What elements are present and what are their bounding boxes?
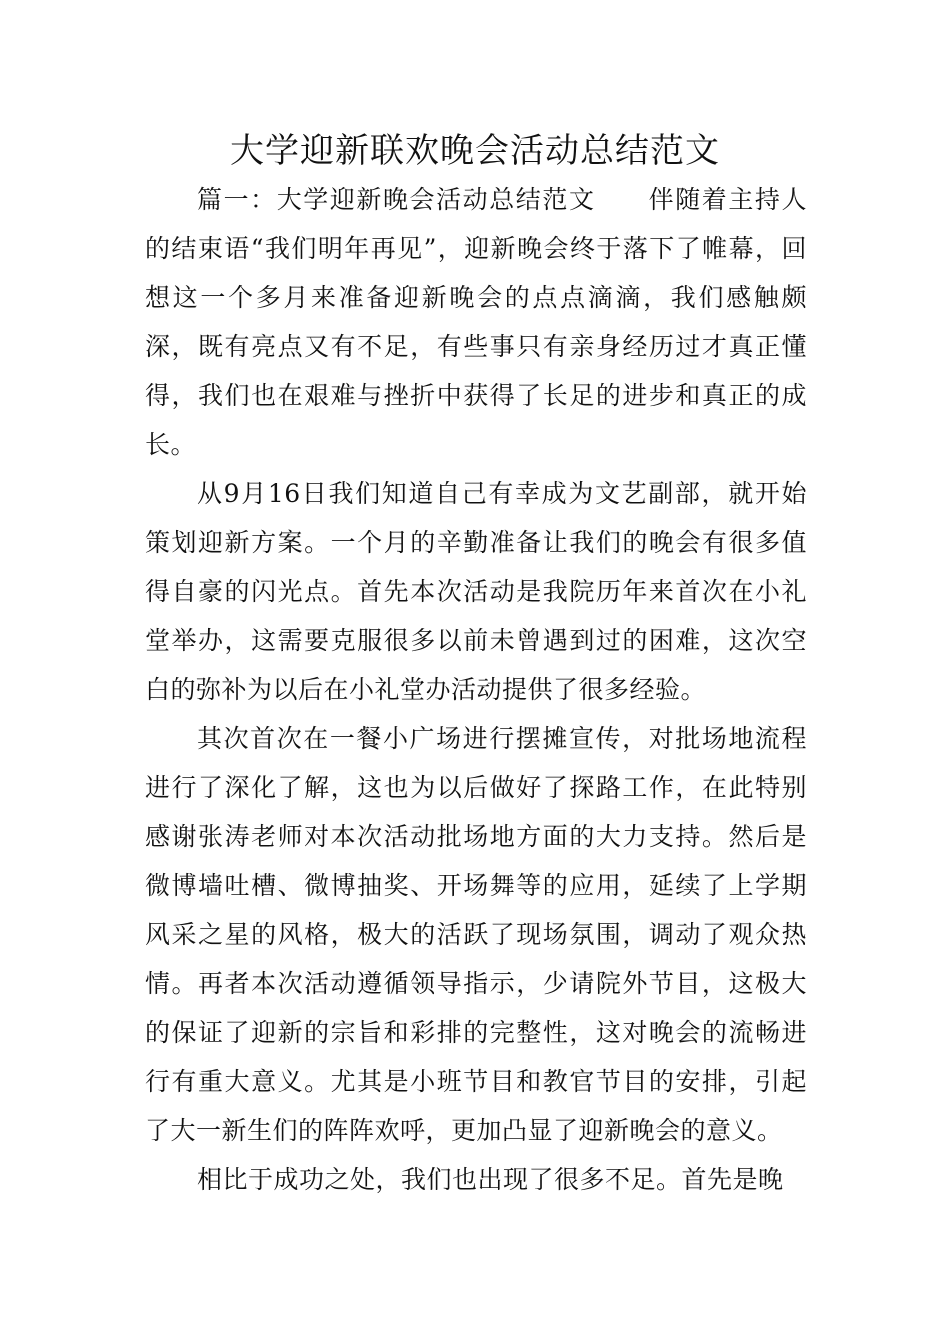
paragraph-4: 相比于成功之处，我们也出现了很多不足。首先是晚 xyxy=(197,1165,784,1194)
paragraph-2: 从9月16日我们知道自己有幸成为文艺副部，就开始策划迎新方案。一个月的辛勤准备让我们的晚会有很多值得自豪的闪光点。首先本次活动是我院历年来首次在小礼堂举办，这需要克服很多以前未曾遇到过的困难，这次空白的弥补为以后在小礼堂办活动提供了很多经验。 xyxy=(145,479,807,704)
document-body xyxy=(145,175,807,1204)
paragraph-1: 篇一：大学迎新晚会活动总结范文 伴随着主持人的结束语“我们明年再见”，迎新晚会终于落下了帷幕，回想这一个多月来准备迎新晚会的点点滴滴，我们感触颇深，既有亮点又有不足，有些事只有亲身经历过才真正懂得，我们也在艰难与挫折中获得了长足的进步和真正的成长。 xyxy=(145,185,807,459)
document-title: 大学迎新联欢晚会活动总结范文 xyxy=(230,131,720,171)
paragraph-3: 其次首次在一餐小广场进行摆摊宣传，对批场地流程进行了深化了解，这也为以后做好了探路工作，在此特别感谢张涛老师对本次活动批场地方面的大力支持。然后是微博墙吐槽、微博抽奖、开场舞等的应用，延续了上学期风采之星的风格，极大的活跃了现场氛围，调动了观众热情。再者本次活动遵循领导指示，少请院外节目，这极大的保证了迎新的宗旨和彩排的完整性，这对晚会的流畅进行有重大意义。尤其是小班节目和教官节目的安排，引起了大一新生们的阵阵欢呼，更加凸显了迎新晚会的意义。 xyxy=(145,724,807,1145)
